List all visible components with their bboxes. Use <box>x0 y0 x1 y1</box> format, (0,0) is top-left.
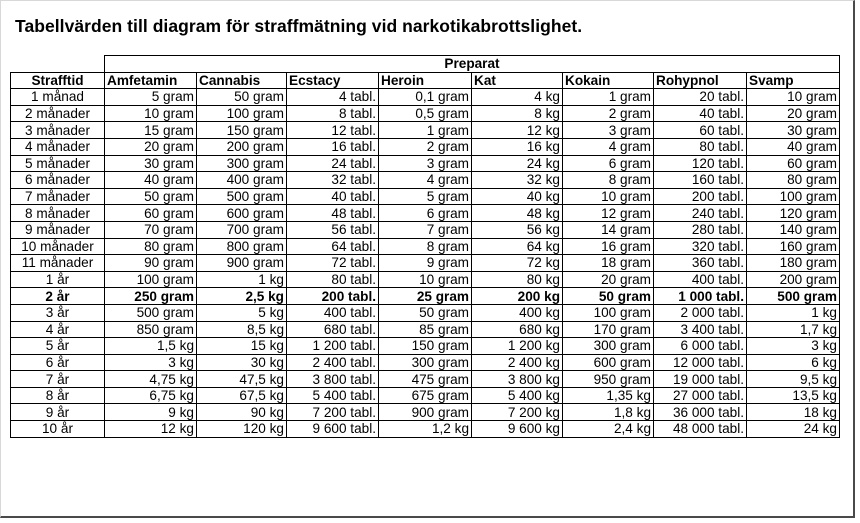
table-cell: 25 gram <box>379 288 472 305</box>
table-cell: 40 gram <box>747 138 840 155</box>
table-cell: 500 gram <box>105 304 197 321</box>
table-cell: 150 gram <box>197 122 287 139</box>
column-header: Svamp <box>747 72 840 89</box>
table-cell: 6 gram <box>379 205 472 222</box>
row-label-cell: 6 månader <box>11 172 105 189</box>
table-cell: 85 gram <box>379 321 472 338</box>
table-cell: 4 kg <box>472 89 563 106</box>
table-cell: 3 gram <box>563 122 654 139</box>
row-label-cell: 10 år <box>11 421 105 438</box>
table-cell: 15 gram <box>105 122 197 139</box>
table-cell: 1,8 kg <box>563 404 654 421</box>
table-cell: 300 gram <box>197 155 287 172</box>
table-cell: 48 kg <box>472 205 563 222</box>
table-cell: 400 tabl. <box>654 271 747 288</box>
table-cell: 6,75 kg <box>105 387 197 404</box>
table-row <box>11 421 840 438</box>
table-cell: 60 gram <box>105 205 197 222</box>
table-cell: 0,5 gram <box>379 105 472 122</box>
row-label-cell: 4 månader <box>11 138 105 155</box>
table-row <box>11 221 840 238</box>
column-header: Heroin <box>379 72 472 89</box>
row-label-cell: 9 månader <box>11 221 105 238</box>
table-cell: 200 tabl. <box>287 288 379 305</box>
table-cell: 80 gram <box>105 238 197 255</box>
table-cell: 50 gram <box>105 188 197 205</box>
column-header: Kokain <box>563 72 654 89</box>
table-cell: 5 gram <box>105 89 197 106</box>
table-cell: 40 kg <box>472 188 563 205</box>
table-cell: 1 gram <box>379 122 472 139</box>
column-header: Cannabis <box>197 72 287 89</box>
table-cell: 0,1 gram <box>379 89 472 106</box>
table-cell: 1,7 kg <box>747 321 840 338</box>
table-cell: 3 kg <box>105 354 197 371</box>
table-cell: 600 gram <box>197 205 287 222</box>
row-label-cell: 9 år <box>11 404 105 421</box>
table-cell: 2 400 tabl. <box>287 354 379 371</box>
table-row <box>11 155 840 172</box>
row-label-cell: 3 år <box>11 304 105 321</box>
table-cell: 12 tabl. <box>287 122 379 139</box>
table-cell: 680 kg <box>472 321 563 338</box>
table-cell: 9 600 kg <box>472 421 563 438</box>
table-cell: 32 kg <box>472 172 563 189</box>
table-cell: 80 kg <box>472 271 563 288</box>
table-cell: 6 gram <box>563 155 654 172</box>
table-cell: 900 gram <box>197 255 287 272</box>
table-cell: 4,75 kg <box>105 371 197 388</box>
table-cell: 72 kg <box>472 255 563 272</box>
table-cell: 160 tabl. <box>654 172 747 189</box>
table-cell: 2,5 kg <box>197 288 287 305</box>
table-row <box>11 172 840 189</box>
table-row <box>11 205 840 222</box>
table-cell: 1 kg <box>197 271 287 288</box>
table-cell: 16 kg <box>472 138 563 155</box>
table-cell: 120 kg <box>197 421 287 438</box>
table-cell: 300 gram <box>563 338 654 355</box>
group-header-row <box>11 56 840 73</box>
table-cell: 56 kg <box>472 221 563 238</box>
table-cell: 64 tabl. <box>287 238 379 255</box>
empty-corner-cell <box>11 56 105 73</box>
table-row <box>11 404 840 421</box>
table-row <box>11 371 840 388</box>
table-cell: 1 200 tabl. <box>287 338 379 355</box>
column-header: Kat <box>472 72 563 89</box>
table-cell: 1 gram <box>563 89 654 106</box>
table-row <box>11 271 840 288</box>
table-cell: 30 kg <box>197 354 287 371</box>
table-cell: 200 tabl. <box>654 188 747 205</box>
table-row <box>11 188 840 205</box>
table-cell: 500 gram <box>747 288 840 305</box>
table-cell: 180 gram <box>747 255 840 272</box>
table-row <box>11 105 840 122</box>
row-label-cell: 11 månader <box>11 255 105 272</box>
table-cell: 20 tabl. <box>654 89 747 106</box>
row-label-cell: 10 månader <box>11 238 105 255</box>
column-header: Ecstacy <box>287 72 379 89</box>
sentencing-table <box>10 55 840 438</box>
table-cell: 9 kg <box>105 404 197 421</box>
table-cell: 80 tabl. <box>654 138 747 155</box>
table-cell: 140 gram <box>747 221 840 238</box>
table-cell: 280 tabl. <box>654 221 747 238</box>
table-cell: 32 tabl. <box>287 172 379 189</box>
preparat-group-header: Preparat <box>105 56 840 73</box>
table-cell: 5 gram <box>379 188 472 205</box>
table-cell: 2 400 kg <box>472 354 563 371</box>
table-cell: 2,4 kg <box>563 421 654 438</box>
table-cell: 90 kg <box>197 404 287 421</box>
table-cell: 1 200 kg <box>472 338 563 355</box>
table-cell: 3 kg <box>747 338 840 355</box>
row-label-cell: 8 månader <box>11 205 105 222</box>
column-header-row <box>11 72 840 89</box>
table-row <box>11 288 840 305</box>
table-cell: 8 tabl. <box>287 105 379 122</box>
table-cell: 500 gram <box>197 188 287 205</box>
table-cell: 950 gram <box>563 371 654 388</box>
table-cell: 7 gram <box>379 221 472 238</box>
table-cell: 18 kg <box>747 404 840 421</box>
table-cell: 6 000 tabl. <box>654 338 747 355</box>
table-cell: 20 gram <box>105 138 197 155</box>
table-cell: 12 gram <box>563 205 654 222</box>
table-cell: 200 gram <box>197 138 287 155</box>
row-label-cell: 2 år <box>11 288 105 305</box>
table-cell: 14 gram <box>563 221 654 238</box>
table-cell: 3 800 tabl. <box>287 371 379 388</box>
table-cell: 150 gram <box>379 338 472 355</box>
table-cell: 4 tabl. <box>287 89 379 106</box>
table-cell: 160 gram <box>747 238 840 255</box>
table-cell: 60 tabl. <box>654 122 747 139</box>
table-cell: 56 tabl. <box>287 221 379 238</box>
table-cell: 16 gram <box>563 238 654 255</box>
table-cell: 30 gram <box>747 122 840 139</box>
table-cell: 680 tabl. <box>287 321 379 338</box>
table-cell: 40 gram <box>105 172 197 189</box>
table-cell: 4 gram <box>563 138 654 155</box>
column-header: Strafftid <box>11 72 105 89</box>
table-cell: 8 kg <box>472 105 563 122</box>
table-cell: 100 gram <box>105 271 197 288</box>
table-cell: 36 000 tabl. <box>654 404 747 421</box>
table-cell: 675 gram <box>379 387 472 404</box>
table-cell: 12 kg <box>105 421 197 438</box>
table-cell: 9,5 kg <box>747 371 840 388</box>
table-cell: 13,5 kg <box>747 387 840 404</box>
table-cell: 7 200 tabl. <box>287 404 379 421</box>
table-cell: 600 gram <box>563 354 654 371</box>
table-cell: 200 gram <box>747 271 840 288</box>
row-label-cell: 3 månader <box>11 122 105 139</box>
table-cell: 50 gram <box>563 288 654 305</box>
table-cell: 5 400 kg <box>472 387 563 404</box>
table-row <box>11 304 840 321</box>
row-label-cell: 2 månader <box>11 105 105 122</box>
table-cell: 120 tabl. <box>654 155 747 172</box>
table-cell: 100 gram <box>197 105 287 122</box>
row-label-cell: 4 år <box>11 321 105 338</box>
table-cell: 24 kg <box>472 155 563 172</box>
table-cell: 12 kg <box>472 122 563 139</box>
table-row <box>11 354 840 371</box>
table-cell: 90 gram <box>105 255 197 272</box>
row-label-cell: 1 månad <box>11 89 105 106</box>
table-cell: 48 000 tabl. <box>654 421 747 438</box>
table-cell: 900 gram <box>379 404 472 421</box>
table-row <box>11 122 840 139</box>
table-cell: 12 000 tabl. <box>654 354 747 371</box>
table-body <box>11 89 840 437</box>
table-cell: 400 kg <box>472 304 563 321</box>
row-label-cell: 7 år <box>11 371 105 388</box>
table-cell: 24 tabl. <box>287 155 379 172</box>
table-cell: 120 gram <box>747 205 840 222</box>
table-cell: 1,2 kg <box>379 421 472 438</box>
table-cell: 48 tabl. <box>287 205 379 222</box>
table-cell: 8 gram <box>563 172 654 189</box>
table-cell: 15 kg <box>197 338 287 355</box>
table-cell: 10 gram <box>105 105 197 122</box>
table-cell: 6 kg <box>747 354 840 371</box>
row-label-cell: 7 månader <box>11 188 105 205</box>
row-label-cell: 5 år <box>11 338 105 355</box>
table-cell: 100 gram <box>747 188 840 205</box>
table-cell: 40 tabl. <box>287 188 379 205</box>
table-cell: 850 gram <box>105 321 197 338</box>
table-cell: 360 tabl. <box>654 255 747 272</box>
table-cell: 5 400 tabl. <box>287 387 379 404</box>
table-cell: 20 gram <box>563 271 654 288</box>
table-cell: 1 000 tabl. <box>654 288 747 305</box>
table-cell: 10 gram <box>563 188 654 205</box>
table-cell: 250 gram <box>105 288 197 305</box>
table-cell: 7 200 kg <box>472 404 563 421</box>
table-cell: 3 gram <box>379 155 472 172</box>
table-cell: 4 gram <box>379 172 472 189</box>
table-cell: 700 gram <box>197 221 287 238</box>
table-cell: 60 gram <box>747 155 840 172</box>
table-cell: 10 gram <box>379 271 472 288</box>
table-cell: 1,35 kg <box>563 387 654 404</box>
row-label-cell: 1 år <box>11 271 105 288</box>
table-cell: 80 gram <box>747 172 840 189</box>
table-cell: 3 400 tabl. <box>654 321 747 338</box>
table-cell: 2 gram <box>379 138 472 155</box>
table-cell: 800 gram <box>197 238 287 255</box>
table-cell: 80 tabl. <box>287 271 379 288</box>
table-cell: 240 tabl. <box>654 205 747 222</box>
table-cell: 2 000 tabl. <box>654 304 747 321</box>
table-row <box>11 238 840 255</box>
table-cell: 8 gram <box>379 238 472 255</box>
table-row <box>11 321 840 338</box>
row-label-cell: 6 år <box>11 354 105 371</box>
table-cell: 18 gram <box>563 255 654 272</box>
table-cell: 47,5 kg <box>197 371 287 388</box>
table-cell: 72 tabl. <box>287 255 379 272</box>
table-cell: 30 gram <box>105 155 197 172</box>
table-cell: 20 gram <box>747 105 840 122</box>
table-cell: 40 tabl. <box>654 105 747 122</box>
table-cell: 400 tabl. <box>287 304 379 321</box>
table-cell: 9 600 tabl. <box>287 421 379 438</box>
table-cell: 100 gram <box>563 304 654 321</box>
table-row <box>11 89 840 106</box>
table-cell: 300 gram <box>379 354 472 371</box>
table-cell: 475 gram <box>379 371 472 388</box>
table-cell: 19 000 tabl. <box>654 371 747 388</box>
table-cell: 1,5 kg <box>105 338 197 355</box>
table-cell: 50 gram <box>197 89 287 106</box>
table-cell: 10 gram <box>747 89 840 106</box>
table-cell: 170 gram <box>563 321 654 338</box>
table-cell: 9 gram <box>379 255 472 272</box>
table-cell: 8,5 kg <box>197 321 287 338</box>
row-label-cell: 5 månader <box>11 155 105 172</box>
table-cell: 3 800 kg <box>472 371 563 388</box>
page-title: Tabellvärden till diagram för straffmätning vid narkotikabrottslighet. <box>15 16 583 36</box>
table-cell: 70 gram <box>105 221 197 238</box>
table-cell: 5 kg <box>197 304 287 321</box>
table-row <box>11 387 840 404</box>
column-header: Amfetamin <box>105 72 197 89</box>
table-cell: 1 kg <box>747 304 840 321</box>
table-cell: 24 kg <box>747 421 840 438</box>
table-cell: 2 gram <box>563 105 654 122</box>
row-label-cell: 8 år <box>11 387 105 404</box>
table-cell: 200 kg <box>472 288 563 305</box>
table-cell: 16 tabl. <box>287 138 379 155</box>
table-cell: 320 tabl. <box>654 238 747 255</box>
table-row <box>11 255 840 272</box>
table-cell: 64 kg <box>472 238 563 255</box>
table-row <box>11 138 840 155</box>
table-cell: 27 000 tabl. <box>654 387 747 404</box>
table-cell: 67,5 kg <box>197 387 287 404</box>
table-row <box>11 338 840 355</box>
table-cell: 400 gram <box>197 172 287 189</box>
column-header: Rohypnol <box>654 72 747 89</box>
table-cell: 50 gram <box>379 304 472 321</box>
